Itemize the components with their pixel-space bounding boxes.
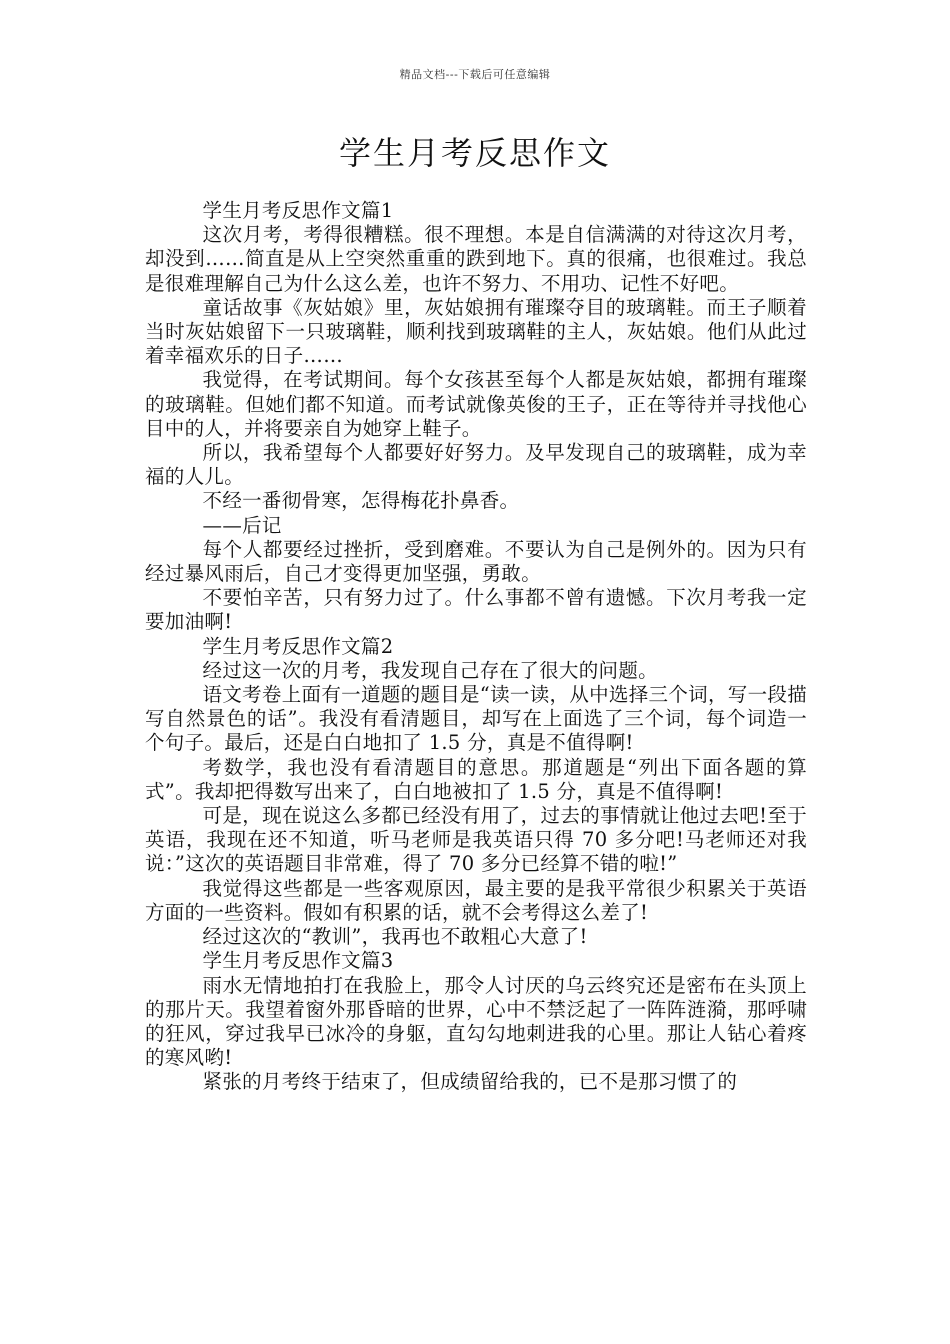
paragraph: 经过这一次的月考，我发现自己存在了很大的问题。 [202,658,658,682]
section-heading-3: 学生月考反思作文篇3 [202,949,394,973]
document-title: 学生月考反思作文 [338,134,611,172]
paragraph: 语文考卷上面有一道题的题目是“读一读，从中选择三个词，写一段描写自然景色的话”。我没有看清题目，却写在上面选了三个词，每个词造一个句子。最后，还是白白地扣了 1.5 分，真是不值得啊! [145,683,807,755]
section-heading-1: 学生月考反思作文篇1 [202,199,394,222]
paragraph: 不要怕辛苦，只有努力过了。什么事都不曾有遗憾。下次月考我一定要加油啊! [145,586,807,634]
section-heading-2: 学生月考反思作文篇2 [202,634,394,658]
paragraph: 这次月考，考得很糟糕。很不理想。本是自信满满的对待这次月考，却没到……简直是从上空突然重重的跌到地下。真的很痛，也很难过。我总是很难理解自己为什么这么差，也许不努力、不用功、记性不好吧。 [145,223,807,295]
paragraph: 考数学，我也没有看清题目的意思。那道题是“列出下面各题的算式”。我却把得数写出来了，白白地被扣了 1.5 分，真是不值得啊! [145,755,807,803]
paragraph: 我觉得这些都是一些客观原因，最主要的是我平常很少积累关于英语方面的一些资料。假如有积累的话，就不会考得这么差了! [145,876,807,924]
paragraph: 可是，现在说这么多都已经没有用了，过去的事情就让他过去吧!至于英语，我现在还不知道，听马老师是我英语只得 70 多分吧!马老师还对我说：”这次的英语题目非常难，得了 70 多分已经算不错的啦!” [145,804,807,876]
paragraph: 每个人都要经过挫折，受到磨难。不要认为自己是例外的。因为只有经过暴风雨后，自己才变得更加坚强，勇敢。 [145,537,807,586]
document-body [145,199,807,1095]
paragraph: 紧张的月考终于结束了，但成绩留给我的，已不是那习惯了的 [202,1070,738,1094]
paragraph: 雨水无情地拍打在我脸上，那令人讨厌的乌云终究还是密布在头顶上的那片天。我望着窗外那昏暗的世界，心中不禁泛起了一阵阵涟漪，那呼啸的狂风，穿过我早已冰冷的身躯，直勾勾地刺进我的心里。那让人钻心着疼的寒风哟! [145,973,807,1070]
paragraph: 不经一番彻骨寒，怎得梅花扑鼻香。 [202,489,520,513]
paragraph: 经过这次的“教训”，我再也不敢粗心大意了! [202,925,588,949]
paragraph: 所以，我希望每个人都要好好努力。及早发现自己的玻璃鞋，成为幸福的人儿。 [145,441,807,489]
paragraph: 童话故事《灰姑娘》里，灰姑娘拥有璀璨夺目的玻璃鞋。而王子顺着当时灰姑娘留下一只玻璃鞋，顺利找到玻璃鞋的主人，灰姑娘。他们从此过着幸福欢乐的日子…… [145,295,807,368]
paragraph: ——后记 [202,513,282,537]
header-note: 精品文档---下载后可任意编辑 [399,68,551,81]
paragraph: 我觉得，在考试期间。每个女孩甚至每个人都是灰姑娘，都拥有璀璨的玻璃鞋。但她们都不知道。而考试就像英俊的王子，正在等待并寻找他心目中的人，并将要亲自为她穿上鞋子。 [145,368,807,440]
